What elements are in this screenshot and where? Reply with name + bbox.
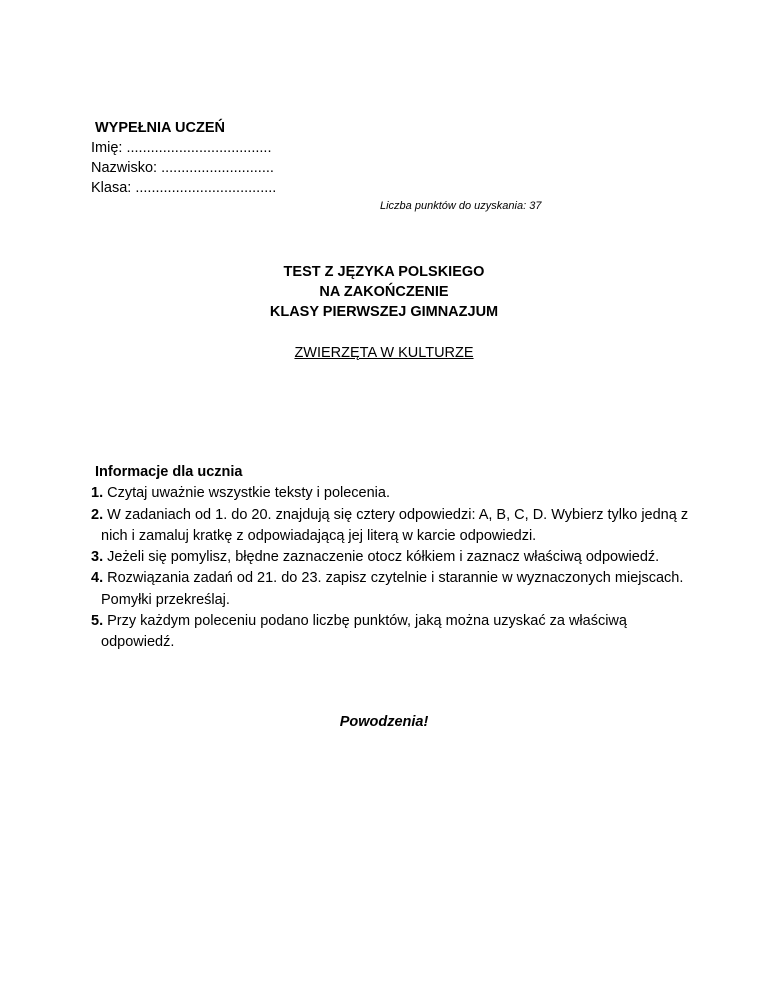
instruction-text: Jeżeli się pomylisz, błędne zaznaczenie otocz kółkiem i zaznacz właściwą odpowiedź.: [103, 549, 660, 566]
instructions-header: Informacje dla ucznia: [95, 464, 243, 480]
instruction-text: Przy każdym poleceniu podano liczbę punktów, jaką można uzyskać za właściwą odpowiedź.: [101, 613, 627, 651]
instruction-number: 1.: [91, 485, 104, 502]
title-line: KLASY PIERWSZEJ GIMNAZJUM: [269, 304, 499, 320]
student-section-header: WYPEŁNIA UCZEŃ: [95, 120, 225, 136]
instruction-item: [91, 568, 691, 611]
title-line: TEST Z JĘZYKA POLSKIEGO: [283, 264, 485, 280]
instruction-item: [91, 547, 691, 568]
instruction-item: [91, 611, 691, 654]
test-subtitle: ZWIERZĘTA W KULTURZE: [294, 345, 474, 361]
instruction-text: Rozwiązania zadań od 21. do 23. zapisz czytelnie i starannie w wyznaczonych miejscach. Pomyłki przekreślaj.: [101, 570, 684, 608]
instruction-number: 4.: [91, 570, 104, 587]
closing-message: Powodzenia!: [339, 714, 429, 730]
points-note: Liczba punktów do uzyskania: 37: [380, 200, 542, 212]
student-info-section: [91, 118, 276, 198]
title-line: NA ZAKOŃCZENIE: [319, 284, 449, 300]
instruction-number: 2.: [91, 506, 104, 523]
instruction-number: 3.: [91, 549, 104, 566]
class-line: Klasa: ...................................: [91, 180, 277, 196]
surname-line: Nazwisko: ............................: [91, 160, 274, 176]
instruction-text: W zadaniach od 1. do 20. znajdują się cztery odpowiedzi: A, B, C, D. Wybierz tylko jedną z nich i zamaluj kratkę z odpowiadającą jej literą w karcie odpowiedzi.: [101, 506, 689, 544]
student-instructions: [91, 462, 691, 654]
test-title: [0, 262, 768, 322]
name-line: Imię: ....................................: [91, 140, 272, 156]
instruction-text: Czytaj uważnie wszystkie teksty i polecenia.: [103, 485, 390, 502]
instruction-number: 5.: [91, 613, 104, 630]
instruction-item: [91, 483, 691, 504]
instruction-item: [91, 505, 691, 548]
